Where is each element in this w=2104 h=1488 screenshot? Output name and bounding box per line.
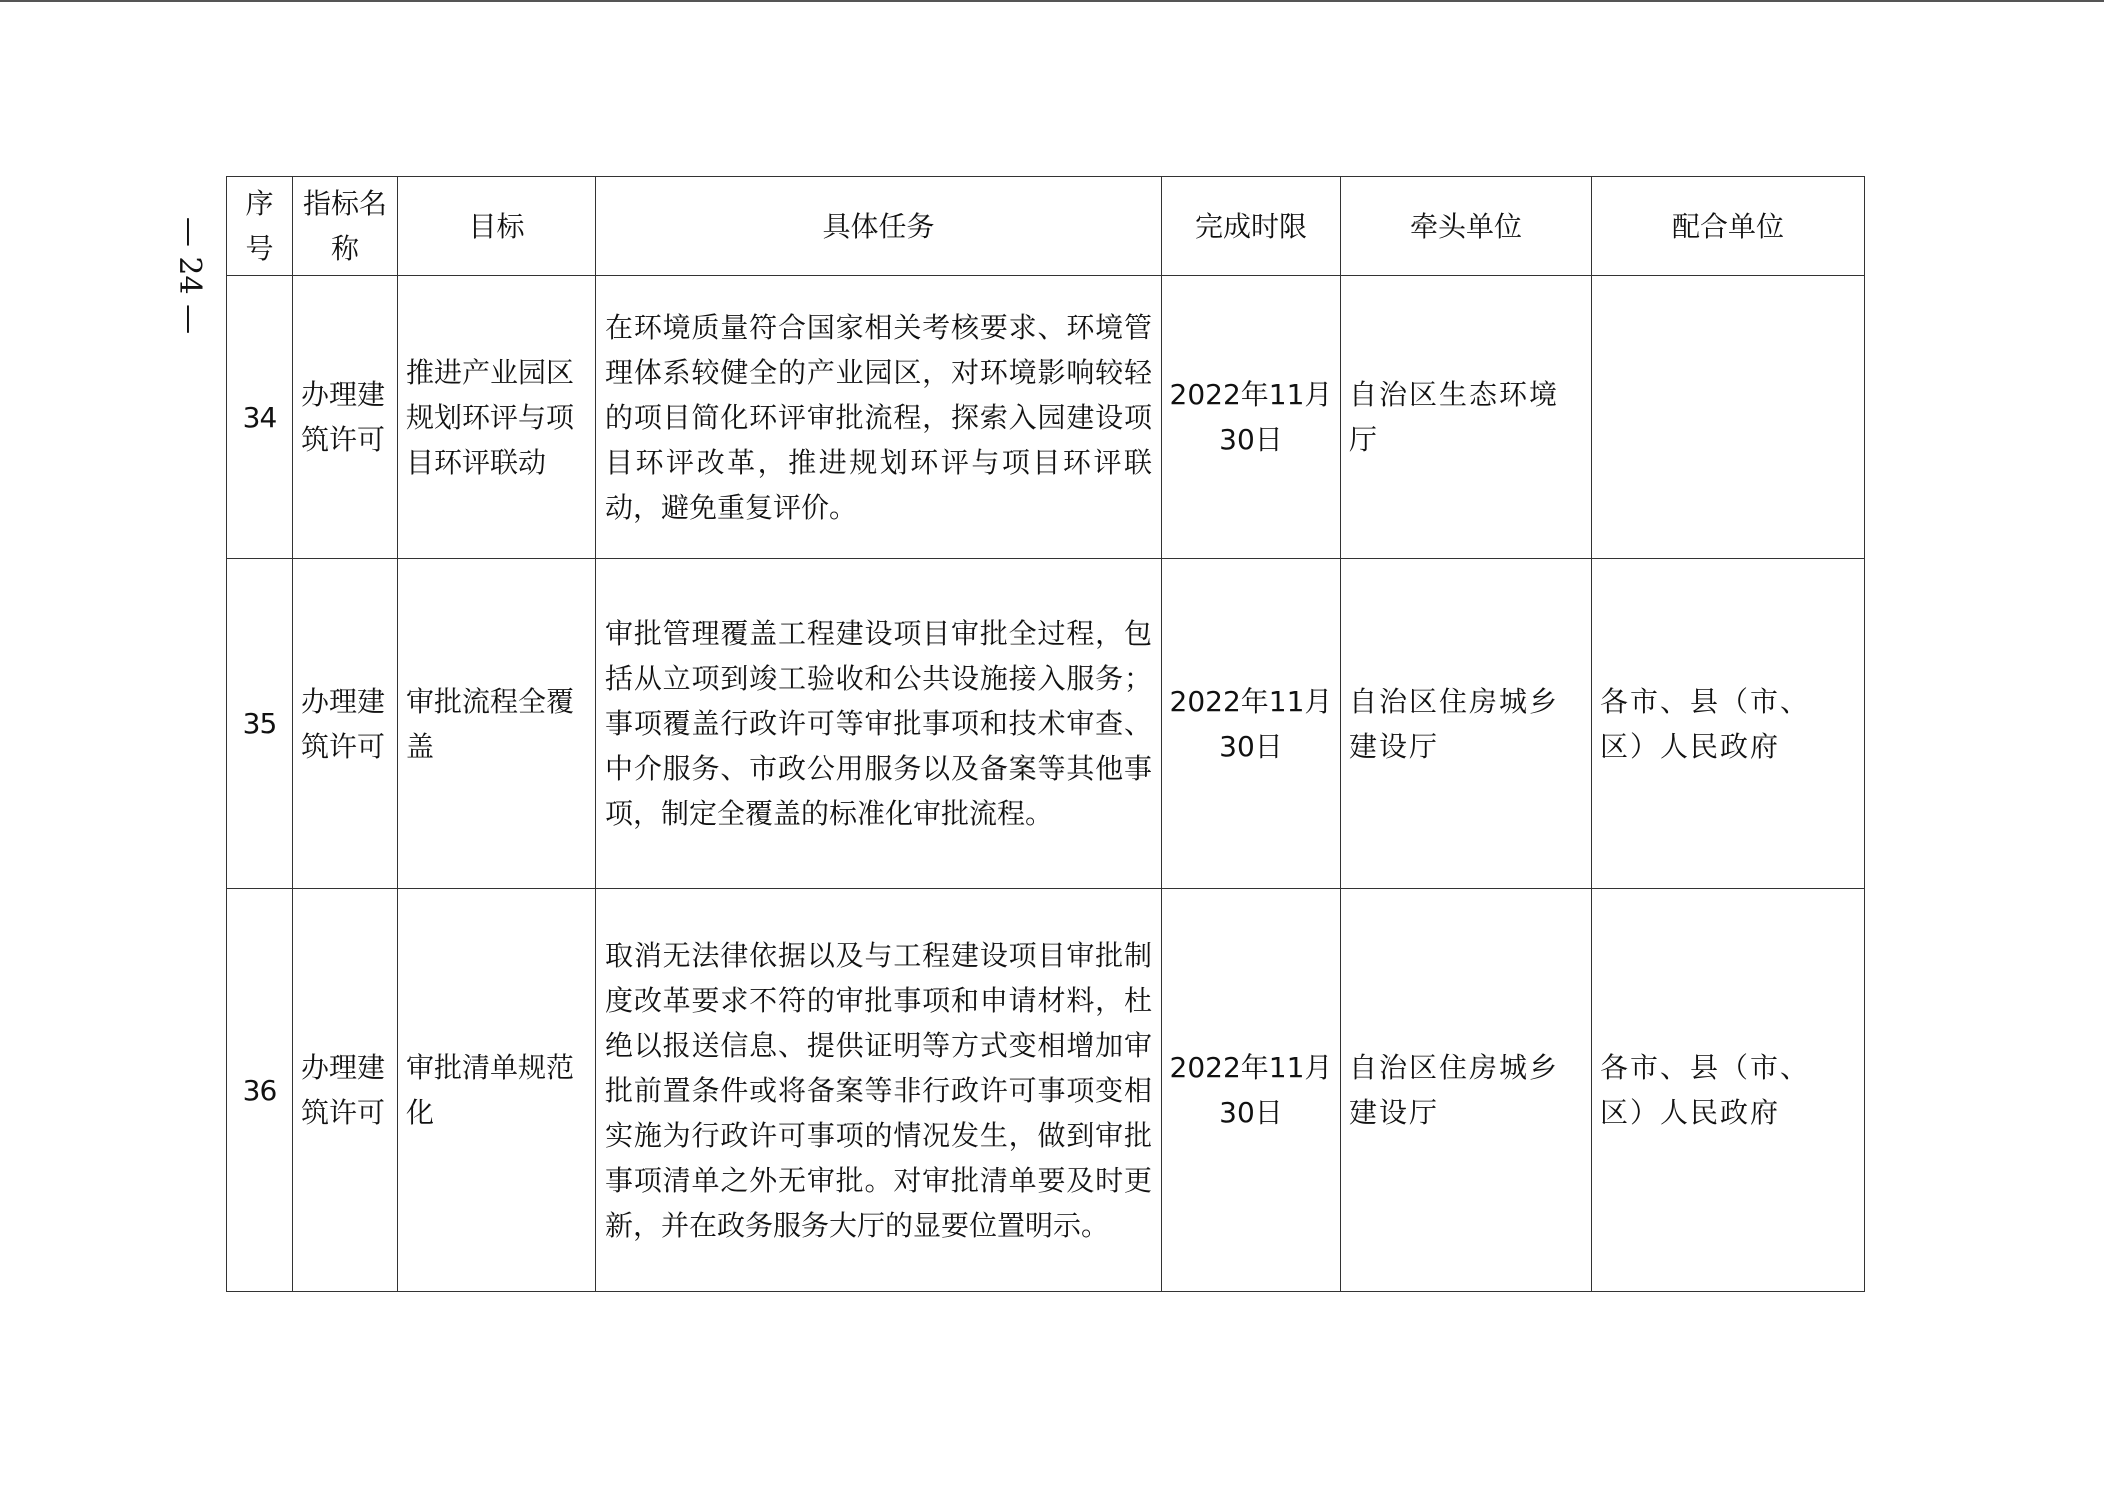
cell-lead-unit: 自治区生态环境厅 xyxy=(1341,276,1592,559)
header-seq: 序号 xyxy=(227,177,293,276)
cell-goal: 审批流程全覆盖 xyxy=(398,559,596,889)
page-number xyxy=(150,210,230,340)
cell-coop-unit xyxy=(1592,276,1865,559)
header-deadline: 完成时限 xyxy=(1162,177,1341,276)
table-row xyxy=(227,276,1865,559)
cell-coop-unit: 各市、县（市、区）人民政府 xyxy=(1592,889,1865,1292)
header-indicator: 指标名称 xyxy=(293,177,398,276)
header-goal: 目标 xyxy=(398,177,596,276)
header-coop: 配合单位 xyxy=(1592,177,1865,276)
cell-seq: 35 xyxy=(227,559,293,889)
cell-seq: 34 xyxy=(227,276,293,559)
cell-task: 审批管理覆盖工程建设项目审批全过程，包括从立项到竣工验收和公共设施接入服务；事项覆盖行政许可等审批事项和技术审查、中介服务、市政公用服务以及备案等其他事项，制定全覆盖的标准化审批流程。 xyxy=(596,559,1162,889)
header-lead: 牵头单位 xyxy=(1341,177,1592,276)
table-row xyxy=(227,889,1865,1292)
page-number-label: — 24 — xyxy=(172,216,208,334)
cell-task: 取消无法律依据以及与工程建设项目审批制度改革要求不符的审批事项和申请材料，杜绝以报送信息、提供证明等方式变相增加审批前置条件或将备案等非行政许可事项变相实施为行政许可事项的情况发生，做到审批事项清单之外无审批。对审批清单要及时更新，并在政务服务大厅的显要位置明示。 xyxy=(596,889,1162,1292)
cell-indicator: 办理建筑许可 xyxy=(293,276,398,559)
cell-deadline: 2022年11月30日 xyxy=(1162,889,1341,1292)
cell-coop-unit: 各市、县（市、区）人民政府 xyxy=(1592,559,1865,889)
cell-lead-unit: 自治区住房城乡建设厅 xyxy=(1341,889,1592,1292)
cell-lead-unit: 自治区住房城乡建设厅 xyxy=(1341,559,1592,889)
table-row xyxy=(227,559,1865,889)
cell-indicator: 办理建筑许可 xyxy=(293,559,398,889)
cell-deadline: 2022年11月30日 xyxy=(1162,559,1341,889)
cell-goal: 推进产业园区规划环评与项目环评联动 xyxy=(398,276,596,559)
cell-task: 在环境质量符合国家相关考核要求、环境管理体系较健全的产业园区，对环境影响较轻的项目简化环评审批流程，探索入园建设项目环评改革，推进规划环评与项目环评联动，避免重复评价。 xyxy=(596,276,1162,559)
cell-goal: 审批清单规范化 xyxy=(398,889,596,1292)
table-header-row xyxy=(227,177,1865,276)
cell-seq: 36 xyxy=(227,889,293,1292)
header-task: 具体任务 xyxy=(596,177,1162,276)
top-border-line xyxy=(0,0,2104,2)
cell-deadline: 2022年11月30日 xyxy=(1162,276,1341,559)
cell-indicator: 办理建筑许可 xyxy=(293,889,398,1292)
task-table xyxy=(226,176,1865,1292)
